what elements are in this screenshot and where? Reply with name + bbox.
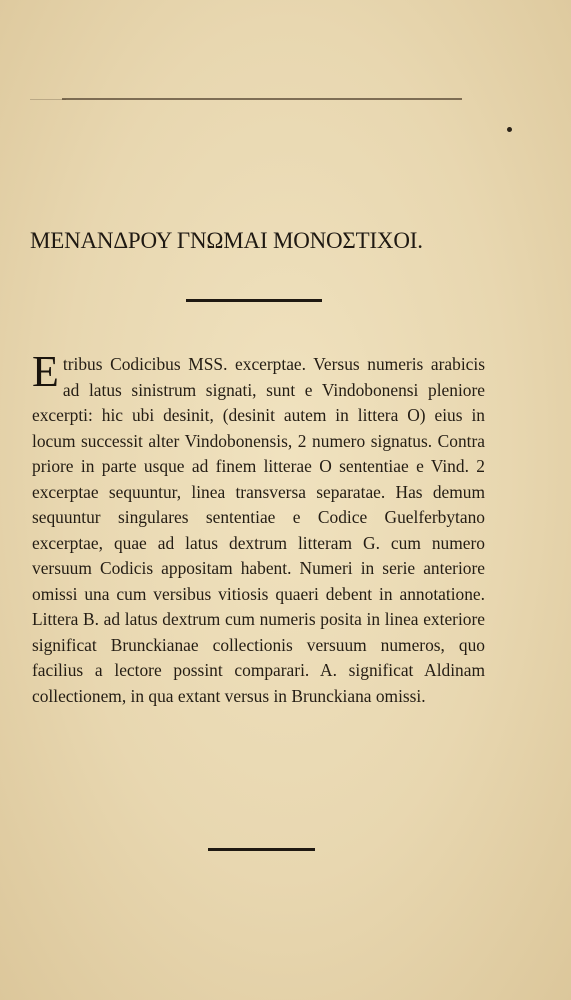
drop-cap: E: [32, 347, 59, 396]
faint-rule: [30, 99, 66, 100]
title-rule: [186, 299, 322, 302]
top-rule: [62, 98, 462, 100]
ink-dot: [507, 127, 512, 132]
end-rule: [208, 848, 315, 851]
page-title: ΜΕΝΑΝΔΡΟΥ ΓΝΩΜΑΙ ΜΟΝΟΣΤΙΧΟΙ.: [30, 228, 423, 253]
paragraph-text: tribus Codicibus MSS. excerptae. Versus numeris arabicis ad latus sinistrum signati, sunt e Vindobonensi pleniore excerpti: hic ubi desinit, (desinit autem in littera O) eius in locum successit alter Vindobonensis, 2 numero signatus. Contra priore in parte usque ad finem litterae O sententiae e Vind. 2 excerptae sequuntur, linea transversa separatae. Has demum sequuntur singulares sententiae e Codice Guelferbytano excerptae, quae ad latus dextrum litteram G. cum numero versuum Codicis appositam habent. Numeri in serie anteriore omissi una cum versibus vitiosis quaeri debent in annotatione. Littera B. ad latus dextrum cum numeris posita in linea exteriore significat Brunckianae collectionis versuum numeros, quo facilius a lectore possint comparari. A. significat Aldinam collectionem, in qua extant versus in Brunckiana omissi.: [32, 354, 485, 706]
body-paragraph: [32, 347, 485, 709]
